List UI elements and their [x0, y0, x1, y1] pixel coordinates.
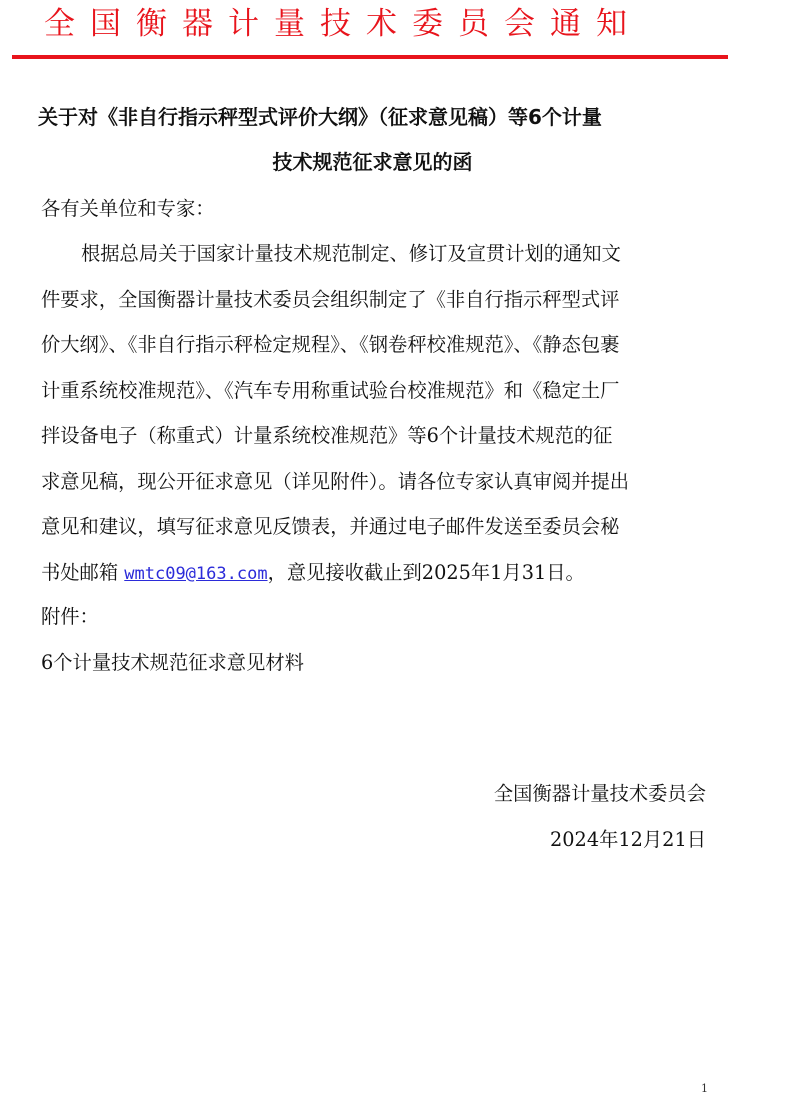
header-red-rule	[12, 55, 728, 59]
attachment-label: 附件：	[41, 605, 99, 628]
header-title: 全国衡器计量技术委员会通知	[44, 6, 642, 42]
body-paragraph	[41, 231, 721, 595]
page-number: 1	[701, 1082, 708, 1095]
email-suffix: ，意见接收截止到2025年1月31日。	[267, 560, 585, 584]
signature-org: 全国衡器计量技术委员会	[493, 782, 706, 805]
body-line: 意见和建议，填写征求意见反馈表，并通过电子邮件发送至委员会秘	[41, 515, 620, 538]
body-line: 件要求，全国衡器计量技术委员会组织制定了《非自行指示秤型式评	[41, 287, 620, 311]
body-line: 计重系统校准规范》、《汽车专用称重试验台校准规范》和《稳定土厂	[41, 378, 620, 402]
body-line: 拌设备电子（称重式）计量系统校准规范》等6个计量技术规范的征	[41, 424, 613, 447]
body-line: 求意见稿，现公开征求意见（详见附件）。请各位专家认真审阅并提出	[41, 469, 630, 493]
body-line: 根据总局关于国家计量技术规范制定、修订及宣贯计划的通知文	[81, 242, 621, 265]
attachment-item: 6个计量技术规范征求意见材料	[41, 651, 304, 674]
email-prefix: 书处邮箱	[41, 560, 119, 584]
email-link[interactable]: wmtc09@163.com	[124, 563, 268, 584]
body-line-last	[41, 550, 721, 596]
doc-title-line-2: 技术规范征求意见的函	[272, 150, 473, 174]
signature-date: 2024年12月21日	[550, 828, 706, 851]
greeting: 各有关单位和专家：	[41, 197, 215, 220]
doc-title-line-1: 关于对《非自行指示秤型式评价大纲》（征求意见稿）等6个计量	[38, 105, 602, 129]
body-line: 价大纲》、《非自行指示秤检定规程》、《钢卷秤校准规范》、《静态包裹	[41, 333, 620, 356]
